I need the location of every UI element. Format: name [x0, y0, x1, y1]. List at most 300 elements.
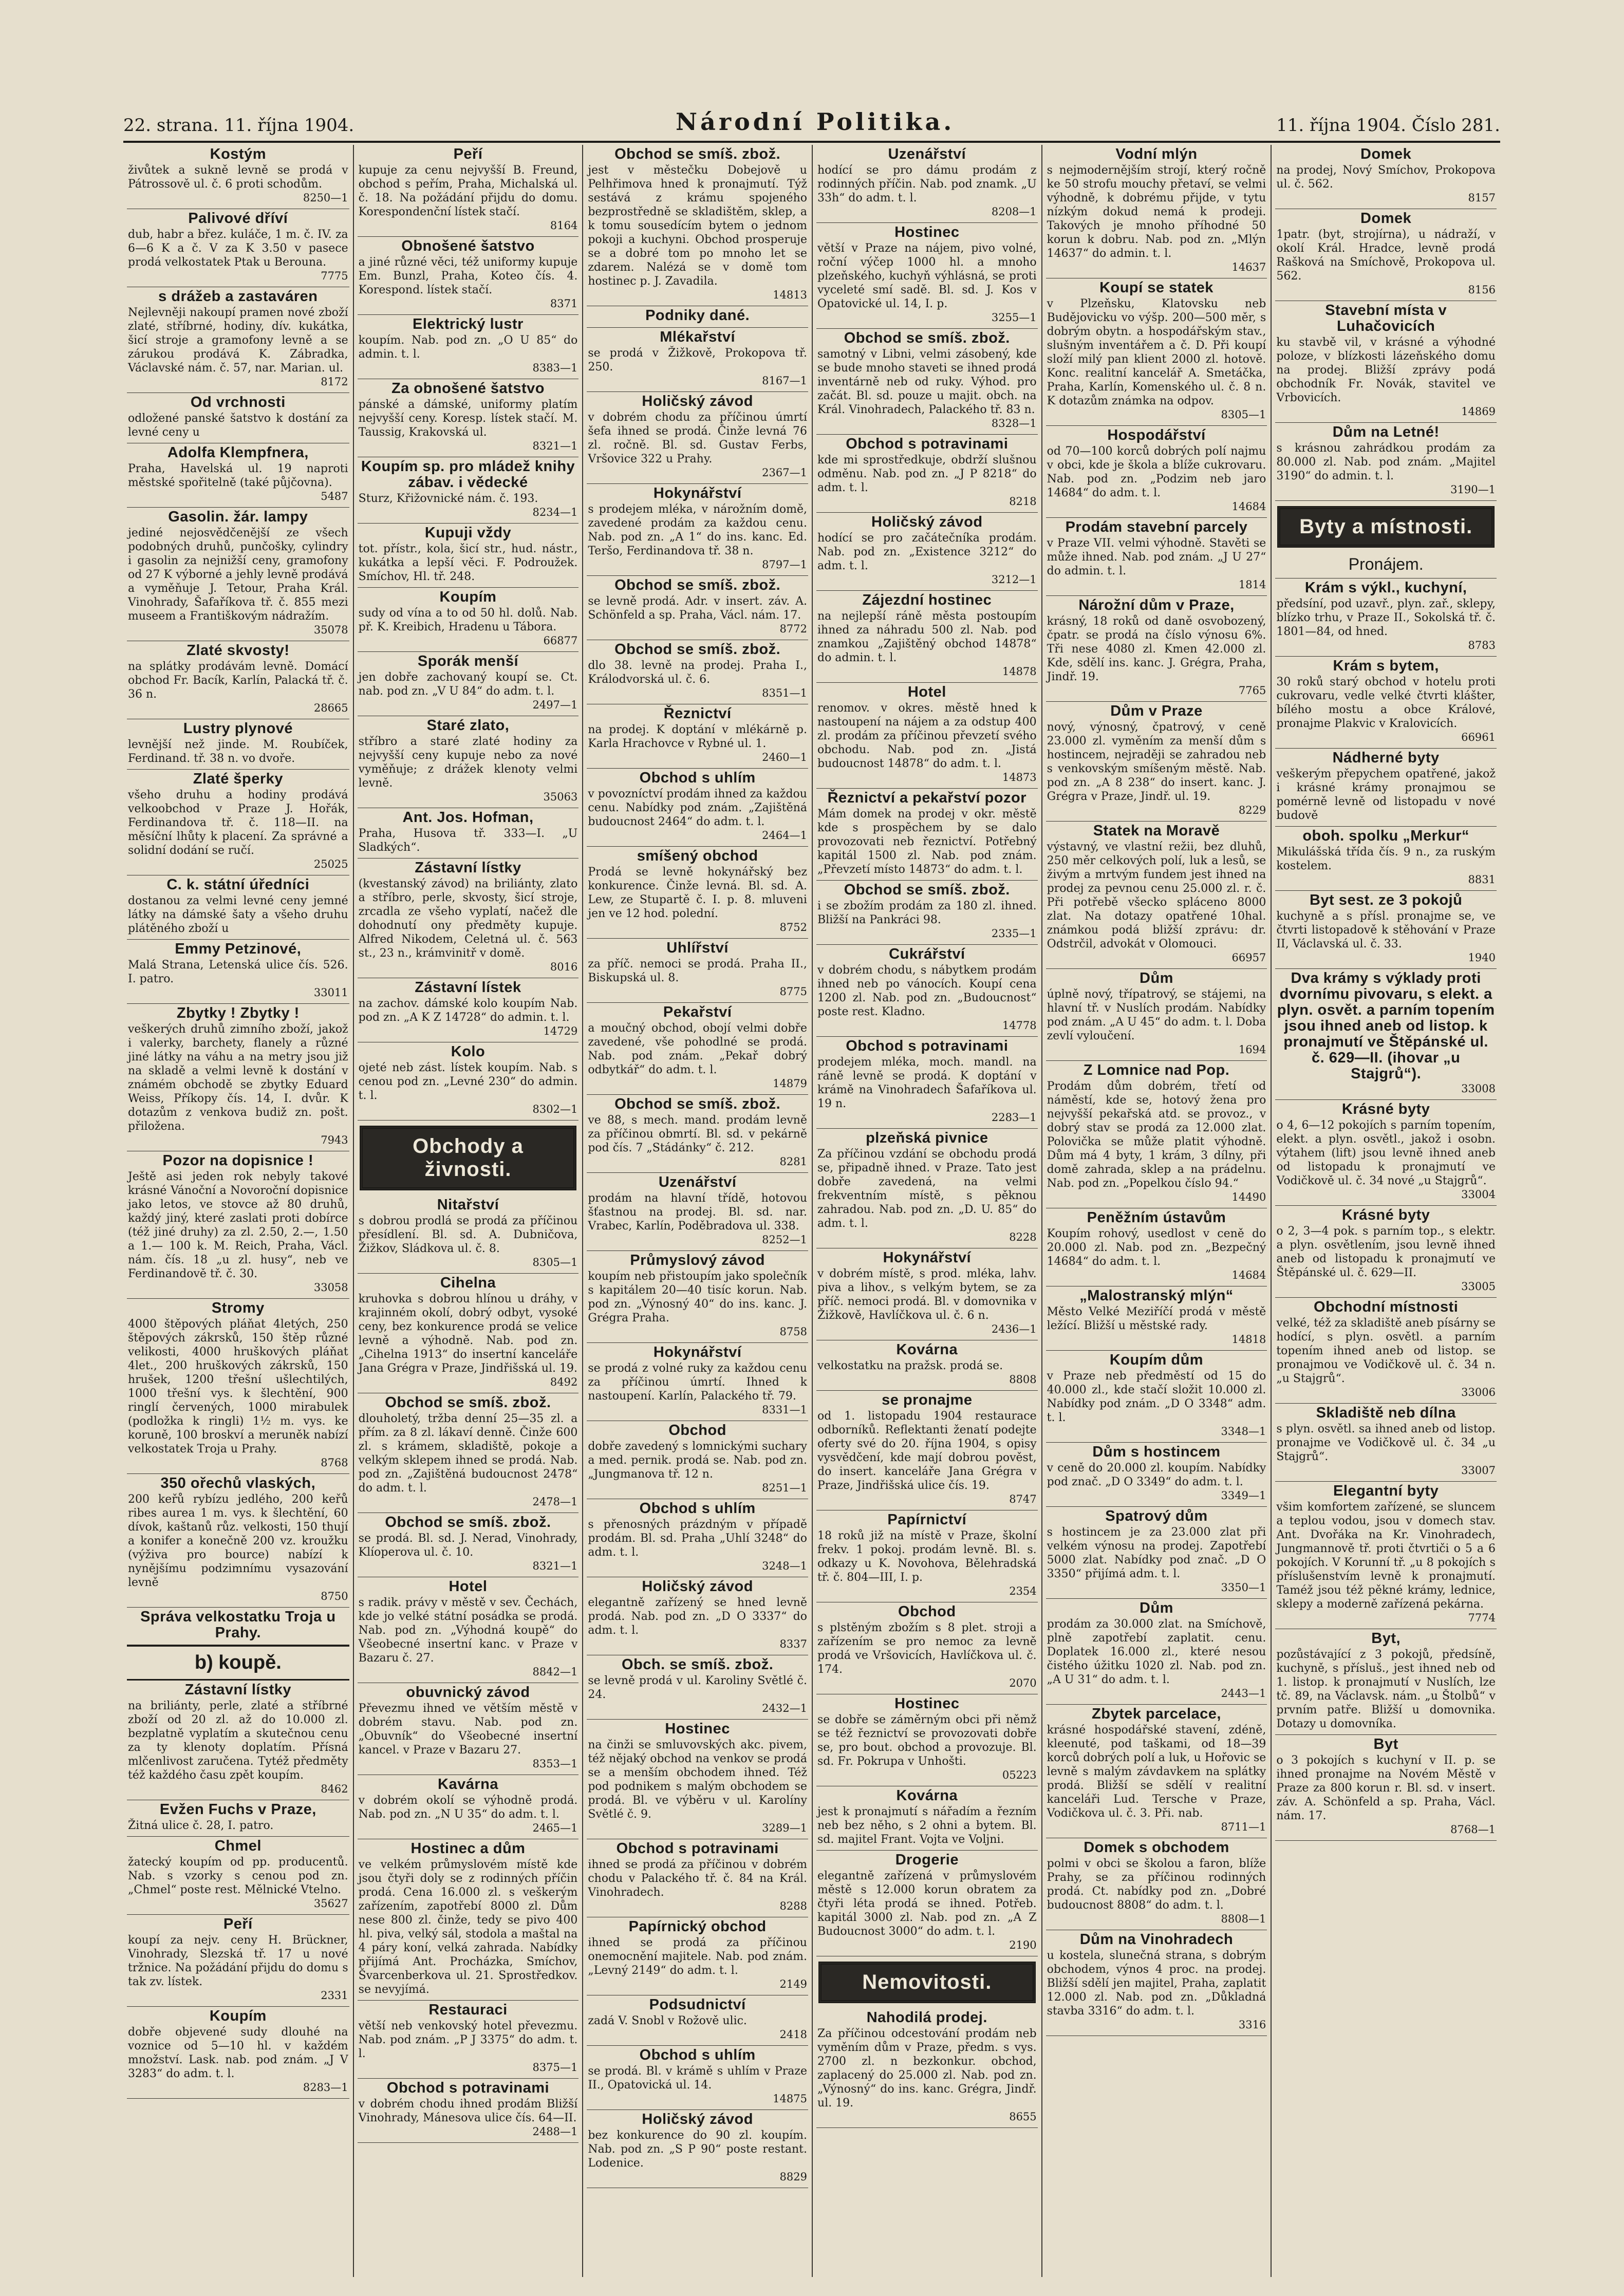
classified-ad — [1046, 969, 1267, 1061]
ad-headline: Koupím — [209, 2008, 267, 2024]
classified-ad — [1046, 1351, 1267, 1443]
ad-reference-number: 8772 — [779, 623, 807, 635]
ad-column — [812, 145, 1041, 2277]
ad-body: dobře objevené sudy dlouhé na voznice od 5—10 hl. v každém množství. Lask. nab. pod znám. „J V 3283“ do adm. t. l. — [128, 2026, 348, 2080]
ad-body: kuchyně a s přísl. pronajme se, ve čtvrti listopadově k stěhování v Praze II, Václavská ul. č. 33. — [1276, 910, 1496, 950]
ad-reference-number: 2354 — [1009, 1585, 1037, 1597]
ad-headline: Adolfa Klempfnera, — [167, 444, 309, 461]
ad-reference-number: 8157 — [1468, 192, 1496, 204]
classified-ad — [358, 1196, 579, 1274]
classified-ad — [1046, 1705, 1267, 1838]
classified-ad — [358, 1839, 579, 2001]
ad-headline: Koupím sp. pro mládež knihy zábav. i vědecké — [361, 458, 575, 491]
classified-ad — [587, 1577, 808, 1655]
ad-headline: Lustry plynové — [183, 720, 293, 737]
ad-body: v Praze VII. velmi výhodně. Stavěti se může ihned. Nab. pod znám. „J U 27“ do admin. t. l. — [1047, 537, 1266, 577]
ad-headline: Stavební místa v Luhačovicích — [1325, 302, 1447, 334]
ad-headline: Drogerie — [895, 1852, 959, 1868]
classified-ad — [587, 392, 808, 484]
ad-body: se prodá. Bl. sd. J. Nerad, Vinohrady, Klíoperova ul. č. 10. — [358, 1532, 578, 1559]
ad-headline: Dům — [1140, 970, 1173, 986]
ad-headline: Hokynářství — [653, 1344, 742, 1360]
ad-headline: Obchod se smíš. zbož. — [614, 641, 781, 658]
ad-reference-number: 14813 — [773, 289, 807, 301]
ad-body: Prodá se levně hokynářský bez konkurence. Činže levná. Bl. sd. A. Lew, ze Stupartě č. I. p. 8. mluveni jen ve 12 hod. polední. — [588, 866, 807, 920]
ad-reference-number: 2488—1 — [532, 2125, 578, 2138]
classified-ad — [1275, 657, 1497, 749]
classified-ad — [816, 1037, 1038, 1129]
ad-reference-number: 2149 — [779, 1978, 807, 1990]
classified-ad — [127, 641, 349, 719]
section-banner: Obchody a živnosti. — [360, 1126, 577, 1190]
ad-body: 30 roků starý obchod v hotelu proti cukrovaru, vedle velké čtvrti klášter, bílého mostu a obce Králové, pronajme Plakvic v Kralovicích. — [1276, 676, 1496, 730]
ad-headline: Obchod s potravinami — [616, 1840, 779, 1857]
ad-reference-number: 8164 — [550, 219, 578, 232]
ad-headline: Kovárna — [896, 1787, 958, 1804]
ad-body: jediné nejosvědčenější ze všech podobných druhů, punčošky, cylindry i gasolin za nejnižší ceny, gramofony od 27 K výborné a jehly levně prodává a vyměňuje J. Tetour, Praha Král. Vinohrady, Šafaříkova tř. č. 855 mezi museem a Františkovým nádražím. — [128, 527, 348, 623]
ad-headline: Byt, — [1371, 1630, 1401, 1647]
ad-reference-number: 8167—1 — [762, 375, 807, 387]
ad-body: jest k pronajmutí s nářadím a řezním neb bez něho, s 2 ohni a bytem. Bl. sd. majitel Frant. Vojta ve Voljni. — [817, 1805, 1037, 1846]
ad-headline: Obchod se smíš. zbož. — [844, 330, 1010, 346]
classified-ad — [1046, 426, 1267, 518]
classified-ad — [358, 1683, 579, 1775]
ad-headline: 350 ořechů vlaských, — [160, 1475, 316, 1491]
ad-headline: Byt — [1373, 1736, 1398, 1752]
ad-reference-number: 8156 — [1468, 284, 1496, 296]
ad-body: Převezmu ihned ve větším městě v dobrém stavu. Nab. pod zn. „Obuvník“ do Všeobecné insertní kancel. v Praze v Bazaru 27. — [358, 1702, 578, 1757]
classified-ad — [1046, 278, 1267, 426]
ad-body: v dobrém chodu, s nábytkem prodám ihned neb po vánocích. Koupí cena 1200 zl. Nab. pod zn. „Budoucnost“ poste rest. Kladno. — [817, 964, 1037, 1018]
classified-ad — [816, 591, 1038, 683]
ad-reference-number: 3289—1 — [762, 1822, 807, 1834]
classified-ad — [816, 329, 1038, 435]
ad-headline: Stromy — [211, 1300, 265, 1316]
ad-reference-number: 66961 — [1461, 731, 1496, 743]
ad-headline: Zástavní lístky — [415, 860, 521, 876]
ad-headline: Uhlířství — [666, 940, 729, 956]
ad-headline: Mlékařství — [660, 329, 736, 345]
ad-body: se prodá z volné ruky za každou cenu za příčinou úmrtí. Ihned k nastoupení. Karlín, Palackého tř. 79. — [588, 1362, 807, 1403]
ad-headline: Nádherné byty — [1332, 750, 1440, 766]
ad-reference-number: 3248—1 — [762, 1560, 807, 1572]
ad-body: ihned se prodá za příčinou onemocnění majitele. Nab. pod znám. „Levný 2149“ do adm. t. l. — [588, 1936, 807, 1977]
ad-body: kruhovka s dobrou hlínou u dráhy, v krajinném okolí, dobrý odbyt, vysoké ceny, bez konkurence prodá se velice levně a výhodně. Nab. pod zn. „Cihelna 1913“ do insertní kanceláře Jana Grégra v Praze, Jindřišská ul. 19. — [358, 1293, 578, 1375]
ad-body: tot. přístr., kola, šicí str., hud. nástr., kukátka a lepší věci. F. Podroužek. Smíchov, Hl. tř. 248. — [358, 543, 578, 583]
ad-reference-number: 8758 — [779, 1326, 807, 1338]
ad-headline: Obchod s potravinami — [846, 1038, 1009, 1054]
classified-ad — [587, 1995, 808, 2046]
ad-reference-number: 8492 — [550, 1376, 578, 1388]
ad-body: na zachov. dámské kolo koupím Nab. pod zn. „A K Z 14728“ do admin. t. l. — [358, 997, 578, 1024]
ad-reference-number: 8305—1 — [1221, 408, 1266, 421]
ad-reference-number: 8375—1 — [532, 2061, 578, 2074]
ad-headline: Domek — [1360, 146, 1412, 162]
ad-reference-number: 2335—1 — [991, 927, 1037, 940]
ad-headline: Krásné byty — [1341, 1101, 1430, 1117]
classified-ad — [816, 1510, 1038, 1602]
classified-ad — [127, 719, 349, 770]
ad-headline: Hostinec — [665, 1721, 730, 1737]
ad-headline: se pronajme — [882, 1392, 973, 1408]
ad-body: krásné hospodářské stavení, zdéně, kleenuté, pod taškami, od 18—39 korců dobrých polí a luk, u Hořovic se levně s malým závdavkem na splátky prodá. Bližší se sdělí v realitní kanceláři Lud. Tersche v Praze, Vodičkova ul. č. 3. Při. nab. — [1047, 1724, 1266, 1820]
classified-ad — [127, 1837, 349, 1915]
ad-reference-number: 7774 — [1468, 1612, 1496, 1624]
ad-headline: Uzenářství — [658, 1174, 737, 1190]
classified-ad — [587, 704, 808, 769]
ad-headline: Holičský závod — [642, 2111, 753, 2127]
ad-reference-number: 35627 — [313, 1897, 348, 1910]
ad-body: na briliánty, perle, zlaté a stříbrné zboží od 20 zl. až do 10.000 zl. bezplatně vyplatím a skutečnou cenu za ty klenoty doplatím. Přísná mlčenlivost zaručena. Tytéž předměty též každého času zpět koupím. — [128, 1700, 348, 1782]
ad-headline: Cukrářství — [889, 946, 965, 962]
ad-reference-number: 3316 — [1238, 2019, 1266, 2031]
ad-headline: Krám s výkl., kuchyní, — [1304, 580, 1467, 596]
ad-body: Za příčinou vzdání se obchodu prodá se, připadně ihned. v Praze. Tato jest dobře zavedená, na velmi frekventním místě, s pěknou zahradou. Nab. pod zn. „D. U. 85“ do adm. t. l. — [817, 1148, 1037, 1230]
ad-headline: s drážeb a zastaváren — [158, 288, 318, 305]
ad-body: větší v Praze na nájem, pivo volné, roční výčep 1000 hl. a mnoho plzeňského, kuchyň výhlásná, se proti vyceleté smí sadě. Bl. sd. J. Kos v Opatovické ul. 14, I. p. — [817, 242, 1037, 310]
ad-headline: Obchod se smíš. zbož. — [385, 1394, 551, 1411]
classified-ad — [358, 808, 579, 858]
ad-column — [123, 145, 353, 2277]
ad-headline: Obchod s uhlím — [639, 770, 756, 786]
ad-headline: Sporák menší — [417, 653, 519, 669]
classified-ad — [127, 443, 349, 508]
ad-headline: Elegantní byty — [1333, 1483, 1439, 1499]
classified-ad — [1046, 1838, 1267, 1930]
classified-ad — [1275, 1298, 1497, 1404]
ad-headline: Nitařství — [437, 1197, 499, 1213]
ad-body: (kvestanský závod) na briliánty, zlato a stříbro, perle, skvosty, šicí stroje, zrcadla ze všeho vyplatí, načež dle dohodnutí ony předměty kupuje. Alfred Nikodem, Celetná ul. č. 563 st., 23 n., krámvinitř v domě. — [358, 878, 578, 960]
ad-headline: Hostinec — [894, 1695, 960, 1712]
ad-headline: Holičský závod — [642, 1578, 753, 1595]
ad-body: se prodá. Bl. v krámě s uhlím v Praze II., Opatovická ul. 14. — [588, 2065, 807, 2092]
classified-ad — [358, 1393, 579, 1513]
ad-headline: Řeznictví — [663, 705, 732, 722]
section-banner: Nemovitosti. — [818, 1962, 1036, 2003]
ad-body: v povozníctví prodám ihned za každou cenu. Nabídky pod znám. „Zajištěná budoucnost 2464“ do adm. t. l. — [588, 788, 807, 828]
ad-body: s nejmodernějším strojí, který ročně ke 50 strofu mouchy přetaví, se velmi výhodně, k dobrému přijde, v tytu nízkým dokud nemá k prodeji. Takových je mnoho příhodné 50 korun k dobru. Nab. pod zn. „Mlýn 14637“ do admin. t. l. — [1047, 164, 1266, 260]
classified-ad — [1275, 578, 1497, 657]
ad-body: s prodejem mléka, v nárožním domě, zavedené prodám za každou cenu. Nab. pod zn. „A 1“ do ins. kanc. Ed. Teršo, Ferdinandova tř. 38 n. — [588, 503, 807, 557]
ad-reference-number: 8229 — [1238, 804, 1266, 816]
ad-body: Nejlevněji nakoupí pramen nové zboží zlaté, stříbrné, hodiny, dív. kukátka, šicí stroje a gramofony levně a se zárukou prodává K. Zábradka, Václavské nám. č. 57, nar. Marian. ul. — [128, 306, 348, 375]
classified-ad — [358, 2001, 579, 2079]
ad-headline: Za obnošené šatstvo — [391, 380, 545, 397]
ad-headline: Obchod s potravinami — [386, 2080, 550, 2096]
classified-ad — [127, 145, 349, 209]
classified-ad — [127, 940, 349, 1004]
classified-ad — [358, 1274, 579, 1393]
ad-reference-number: 8016 — [550, 961, 578, 973]
ad-headline: oboh. spolku „Merkur“ — [1302, 828, 1469, 844]
ad-reference-number: 14729 — [543, 1025, 578, 1037]
ad-headline: Řeznictví a pekařství pozor — [827, 790, 1027, 806]
classified-ad — [587, 1499, 808, 1577]
classified-ad — [127, 1915, 349, 2007]
ad-reference-number: 66877 — [543, 634, 578, 647]
ad-reference-number: 8383—1 — [532, 362, 578, 374]
ad-reference-number: 33058 — [313, 1281, 348, 1294]
classified-ad — [1275, 209, 1497, 301]
ad-reference-number: 2418 — [779, 2028, 807, 2041]
ad-headline: Domek — [1360, 210, 1412, 227]
classified-ad — [816, 789, 1038, 881]
ad-headline: Hostinec — [894, 224, 960, 240]
classified-ad — [587, 484, 808, 576]
ad-reference-number: 8302—1 — [532, 1103, 578, 1115]
ad-body: bez konkurence do 90 zl. koupím. Nab. pod zn. „S P 90“ poste restant. Lodenice. — [588, 2129, 807, 2170]
ad-body: s plstěným zbožím s 8 plet. stroji a zařízením se pro nemoc za levně prodá ve Vršovicích, Havlíčkova ul. č. 174. — [817, 1621, 1037, 1676]
classified-ad — [358, 716, 579, 808]
ad-reference-number: 14778 — [1002, 1019, 1037, 1032]
ad-body: na nejlepší ráně města postoupím ihned za náhradu 500 zl. Nab. pod znamkou „Zajištěný obchod 14878“ do admin. t. l. — [817, 610, 1037, 664]
ad-headline: Dům — [1140, 1600, 1173, 1616]
classified-ad — [127, 508, 349, 641]
ad-reference-number: 8252—1 — [762, 1234, 807, 1246]
ad-reference-number: 8768 — [321, 1457, 348, 1469]
ad-headline: Hokynářství — [653, 485, 742, 501]
ad-reference-number: 2367—1 — [762, 466, 807, 479]
ad-reference-number: 66957 — [1231, 951, 1266, 964]
ad-reference-number: 2497—1 — [532, 699, 578, 711]
ad-body: 4000 štěpových pláňat 4letých, 250 štěpových zákrsků, 150 štěp různé velikosti, 4000 hruškových pláňat 4let., 200 hruškových zákrsků, 150 hrušek, 1200 třešní ušlechtilých, 1000 třešní vys. k šlechtění, 900 ringlí červených, 1000 mirabulek (podložka k ringli) 1½ m. vys. ke koruně, 100 broskví a meruněk nabízí velkostatek Troja u Prahy. — [128, 1318, 348, 1455]
ad-reference-number: 25025 — [313, 858, 348, 870]
classified-ad — [358, 2079, 579, 2143]
ad-reference-number: 1940 — [1468, 951, 1496, 964]
ad-body: Praha, Havelská ul. 19 naproti městské spořitelně (také půjčovna). — [128, 462, 348, 489]
ad-reference-number: 33004 — [1461, 1188, 1496, 1201]
ad-headline: Dům na Letné! — [1332, 424, 1440, 440]
classified-ad — [127, 1681, 349, 1800]
ad-reference-number: 2478—1 — [532, 1496, 578, 1508]
classified-ad — [587, 1839, 808, 1917]
classified-ad — [358, 1775, 579, 1839]
ad-body: od 70—100 korců dobrých polí najmu v obci, kde je škola a blíže cukrovaru. Nab. pod zn. „Podzim neb jaro 14684“ do adm. t. l. — [1047, 445, 1266, 499]
classified-ad — [587, 328, 808, 392]
ad-reference-number: 8829 — [779, 2171, 807, 2183]
ad-body: i se zbožím prodám za 180 zl. ihned. Bližší na Pankráci 98. — [817, 900, 1037, 926]
ad-headline: Cihelna — [440, 1275, 496, 1291]
ad-reference-number: 8750 — [321, 1590, 348, 1602]
ad-headline: Palivové dříví — [188, 210, 288, 227]
ad-reference-number: 8768—1 — [1450, 1823, 1496, 1836]
ad-body: v dobrém chodu ihned prodám Bližší Vinohrady, Mánesova ulice čís. 64—II. — [358, 2098, 578, 2124]
ad-body: Mikulášská třída čís. 9 n., za ruským kostelem. — [1276, 846, 1496, 872]
classified-ad — [127, 287, 349, 393]
classified-ad — [1275, 1629, 1497, 1735]
ad-body: úplně nový, třípatrový, se stájemi, na hlavní tř. v Nuslích prodám. Nabídky pod znám. „A U 45“ do adm. t. l. Doba zevlí vyloučení. — [1047, 988, 1266, 1042]
ad-reference-number: 2436—1 — [991, 1323, 1037, 1335]
ad-body: dostanou za velmi levné ceny jemné látky na dámské šaty a všeho druhu plátěného zboží u — [128, 894, 348, 935]
classified-ad — [127, 1299, 349, 1474]
ad-body: živůtek a sukně levně se prodá v Pátrossově ul. č. 6 proti schodům. — [128, 164, 348, 191]
ad-body: Za příčinou odcestování prodám neb vyměním dům v Praze, předm. s vys. 2700 zl. n bezkonkur. obchod, zaplacený do 25.000 zl. Nab. pod zn. „Výnosný“ do ins. kanc. Grégra, Jindř. ul. 19. — [817, 2027, 1037, 2110]
ad-body: se prodá v Žižkově, Prokopova tř. 250. — [588, 347, 807, 374]
ad-body: s plyn. osvětl. sa ihned aneb od listop. pronajme ve Vodičkově ul. č. 34 „u Stajgrů“. — [1276, 1423, 1496, 1463]
ad-reference-number: 7765 — [1238, 684, 1266, 697]
ad-body: v Praze neb předměstí od 15 do 40.000 zl., kde stačí složit 10.000 zl. Nabídky pod znám. „D O 3348“ adm. t. l. — [1047, 1370, 1266, 1424]
ad-reference-number: 8250—1 — [303, 192, 348, 204]
classified-ad — [816, 2008, 1038, 2128]
ad-body: ve 88, s mech. mand. prodám levně za příčinou obmrtí. Bl. sd. v pekárně pod čís. 7 „Stádánky“ č. 212. — [588, 1114, 807, 1154]
ad-headline: Emmy Petzinové, — [175, 941, 302, 957]
ad-headline: Hostinec a dům — [410, 1840, 526, 1857]
classified-ad — [127, 875, 349, 940]
ad-headline: Od vrchnosti — [190, 394, 286, 410]
classified-ad — [127, 770, 349, 875]
ad-reference-number: 8353—1 — [532, 1758, 578, 1770]
ad-reference-number: 2283—1 — [991, 1111, 1037, 1124]
ad-headline: Hokynářství — [883, 1249, 972, 1266]
ad-body: krásný, 18 roků od daně osvobozený, čpatr. se prodá na číslo výnosu 6%. Tři nese 4080 zl. Kmen 42.000 zl. Kde, sdělí ins. kanc. J. Grégra, Praha, Jindř. 19. — [1047, 615, 1266, 683]
classified-ad — [358, 524, 579, 588]
ad-headline: Koupí se statek — [1099, 279, 1214, 296]
ad-headline: Gasolin. žár. lampy — [168, 509, 308, 525]
ad-headline: Kolo — [451, 1043, 486, 1060]
classified-ad — [358, 457, 579, 524]
classified-ad — [1275, 827, 1497, 891]
ad-body: Mám domek na prodej v okr. městě kde s prospěchem by se dalo provozovati neb řeznictví. Potřebný kapitál 1500 zl. Nab. pod znám. „Převzetí místo 14873“ do adm. t. l. — [817, 808, 1037, 876]
ad-headline: Pozor na dopisnice ! — [162, 1152, 314, 1169]
ad-body: 18 roků již na místě v Praze, školní frekv. 1 pokoj. prodám levně. Bl. s. odkazy u K. Novohova, Bělehradská tř. č. 804—III, I. p. — [817, 1529, 1037, 1584]
ad-body: s přenosných prázdným v případě prodám. Bl. sd. Praha „Uhlí 3248“ do adm. t. l. — [588, 1518, 807, 1559]
ad-body: na prodej. K doptání v mlékárně p. Karla Hrachovce v Rybné ul. 1. — [588, 723, 807, 750]
ad-reference-number: 14818 — [1231, 1333, 1266, 1346]
ad-body: od 1. listopadu 1904 restaurace odborníků. Reflektanti ženatí podejte oferty své do 20. října 1904, s opisy vysvědčení, kde mají dobrou pověst, do insert. kanceláře Jana Grégra v Praze, Jindřišská ulice čís. 19. — [817, 1410, 1037, 1492]
ad-reference-number: 3255—1 — [991, 311, 1037, 324]
ad-reference-number: 33006 — [1461, 1386, 1496, 1398]
classified-ad — [1275, 1206, 1497, 1298]
ad-headline: Zástavní lístky — [184, 1682, 292, 1698]
ad-headline: Zbytky ! Zbytky ! — [176, 1005, 300, 1021]
ad-body: v dobrém chodu za příčinou úmrtí šefa ihned se prodá. Činže levná 76 zl. ročně. Bl. sd. Gustav Ferbs, Vršovice 322 u Prahy. — [588, 411, 807, 465]
classified-ad — [816, 1248, 1038, 1340]
ad-reference-number: 8251—1 — [762, 1482, 807, 1494]
classified-ad — [358, 315, 579, 379]
ad-body: se levně prodá v ul. Karoliny Světlé č. 24. — [588, 1674, 807, 1701]
ad-reference-number: 33007 — [1461, 1464, 1496, 1477]
classified-ad — [358, 379, 579, 457]
classified-ad — [587, 1421, 808, 1499]
classified-ad — [1046, 702, 1267, 822]
ad-reference-number: 1694 — [1238, 1043, 1266, 1056]
ad-body: v dobrém místě, s prod. mléka, lahv. piva a lihov., s velkým bytem, se za příč. nemoci prodá. Bl. v domovnika v Žižkově, Havlíčkova ul. č. 6 n. — [817, 1267, 1037, 1322]
ad-reference-number: 1814 — [1238, 578, 1266, 591]
ad-body: a jiné různé věci, též uniformy kupuje Em. Bunzl, Praha, Koteo čís. 4. Korespond. lístek stačí. — [358, 256, 578, 296]
ad-reference-number: 8328—1 — [991, 417, 1037, 430]
classified-ad — [816, 683, 1038, 789]
ad-body: všeho druhu a hodiny prodává velkoobchod v Praze J. Hořák, Ferdinandova tř. č. 118—II. na měsíční lhůty k placení. Za správné a solidní dodání se ručí. — [128, 789, 348, 857]
classified-ad — [127, 1608, 349, 1645]
classified-ad — [1046, 1599, 1267, 1705]
ad-reference-number: 8281 — [779, 1155, 807, 1168]
ad-body: stříbro a staré zlaté hodiny za nejvyšší ceny kupuje nebo za nové vyměňuje; z drážek klenoty velmi levně. — [358, 735, 578, 790]
ad-reference-number: 2465—1 — [532, 1822, 578, 1834]
classified-ad — [1046, 1286, 1267, 1351]
classified-ad — [1275, 423, 1497, 501]
ad-headline: Nahodilá prodej. — [866, 2009, 987, 2026]
classified-ad — [816, 1129, 1038, 1248]
ad-headline: Skladiště neb dílna — [1316, 1405, 1456, 1421]
ad-body: předsíní, pod uzavř., plyn. zař., sklepy, blízko trhu, v Praze II., Sokolská tř. č. 1801—84, od hned. — [1276, 598, 1496, 638]
ad-headline: Dva krámy s výklady proti dvornímu pivovaru, s elekt. a plyn. osvět. a parním topením jsou ihned aneb od listop. k pronajmutí ve Štěpánské ul. č. 629—II. (ihovar „u Stajgrů“). — [1277, 970, 1495, 1082]
ad-headline: Obnošené šatstvo — [401, 238, 535, 254]
ad-headline: Zástavní lístek — [415, 979, 521, 996]
ad-reference-number: 8172 — [321, 376, 348, 388]
ad-body: Sturz, Křižovnické nám. č. 193. — [358, 492, 538, 505]
classified-ad — [587, 939, 808, 1003]
classified-ad — [587, 769, 808, 847]
ad-reference-number: 8305—1 — [532, 1256, 578, 1268]
ad-body: ojeté neb zást. lístek koupím. Nab. s cenou pod zn. „Levné 230“ do admin. t. l. — [358, 1061, 578, 1102]
ad-headline: Peří — [453, 146, 483, 162]
classified-ad — [587, 2046, 808, 2110]
ad-body: veškerým přepychem opatřené, jakož i krásné krámy pronajmou se pomérně levně od listopadu v nové budově — [1276, 768, 1496, 822]
ad-headline: obuvnický závod — [406, 1684, 530, 1701]
ad-reference-number: 35078 — [313, 624, 348, 636]
ad-body: sudy od vína a to od 50 hl. dolů. Nab. př. K. Kreibich, Hradenu u Tábora. — [358, 607, 578, 633]
classified-ad — [587, 1720, 808, 1839]
ad-headline: C. k. státní úředníci — [166, 876, 310, 893]
classified-ad — [1046, 518, 1267, 596]
ad-body: Prodám dům dobrém, třetí od náměstí, kde se, hotový žena pro nejvyšší pekařská atd. se provoz., v dobrý stav se prodá za 12.000 zlat. Polovička se může platit výhodně. Dům má 4 byty, 1 krám, 3 dílny, při domě zahrada, sklep a na prádelnu. Nab. pod zn. „Popelkou číslo 94.“ — [1047, 1080, 1266, 1190]
ad-headline: Správa velkostatku Troja u Prahy. — [140, 1609, 336, 1641]
classified-ad — [358, 1577, 579, 1683]
ad-headline: Zlaté skvosty! — [186, 642, 290, 659]
ad-body: v ceně do 20.000 zl. koupím. Nabídky pod znač. „D O 3349“ do adm. t. l. — [1047, 1462, 1266, 1488]
ad-column — [1271, 145, 1500, 2277]
classified-ad — [587, 1251, 808, 1343]
ad-reference-number: 14490 — [1231, 1191, 1266, 1203]
ad-body: větší neb venkovský hotel převezmu. Nab. pod znám. „P J 3375“ do adm. t. l. — [358, 2020, 578, 2060]
classified-ad — [358, 652, 579, 716]
ad-body: pánské a dámské, uniformy platím nejvyšší ceny. Koresp. lístek stačí. M. Taussig, Krakovská ul. — [358, 398, 578, 439]
ad-headline: Obchod s uhlím — [639, 1500, 756, 1517]
ad-headline: Kovárna — [896, 1341, 958, 1358]
ad-body: s hostincem je za 23.000 zlat při velkém výnosu na prodej. Zapotřebí 5000 zlat. Nabídky pod znač. „D O 3350“ přijímá adm. t. l. — [1047, 1526, 1266, 1580]
classified-ad — [127, 1800, 349, 1837]
classified-ad — [587, 2110, 808, 2188]
ad-reference-number: 33005 — [1461, 1280, 1496, 1293]
ad-body: o 4, 6—12 pokojích s parním topením, elekt. a plyn. osvětl., jakož i osobn. výtahem (lift) jsou levně ihned aneb od listopadu k pronajmutí ve Vodičkově ul. č. 34 nové „u Stajgrů“. — [1276, 1119, 1496, 1187]
ad-headline: Podniky dané. — [645, 307, 750, 324]
ad-headline: Peněžním ústavům — [1087, 1209, 1226, 1226]
ad-reference-number: 8321—1 — [532, 1560, 578, 1572]
ad-headline: Obchod se smíš. zbož. — [614, 1096, 781, 1112]
classified-ad — [358, 237, 579, 315]
classified-ad — [1275, 1404, 1497, 1482]
ad-headline: Obchodní místnosti — [1314, 1299, 1459, 1315]
ad-body: velkostatku na pražsk. prodá se. — [817, 1359, 1003, 1372]
ad-headline: Podsudnictví — [649, 1996, 746, 2013]
ad-body: o 3 pokojích s kuchyní v II. p. se ihned pronajme na Novém Městě v Praze za 800 korun r. Bl. sd. v insert. záv. A. Schönfeld a sp. Praha, Václ. nám. 17. — [1276, 1754, 1496, 1822]
ad-reference-number: 14684 — [1231, 500, 1266, 513]
classified-ad — [358, 1513, 579, 1577]
ad-body: Praha, Husova tř. 333—I. „U Sladkých“. — [358, 827, 578, 854]
classified-ad — [1275, 1735, 1497, 1841]
classified-ad — [127, 1474, 349, 1608]
classified-ad — [1046, 1443, 1267, 1507]
classified-ad — [816, 1602, 1038, 1694]
ad-reference-number: 8842—1 — [532, 1666, 578, 1678]
ad-body: v dobrém okolí se výhodně prodá. Nab. pod zn. „N U 35“ do adm. t. l. — [358, 1794, 578, 1821]
classified-ad — [816, 1340, 1038, 1391]
ad-reference-number: 05223 — [1002, 1769, 1037, 1781]
ad-headline: Papírnictví — [887, 1511, 967, 1528]
ad-body: koupím. Nab. pod zn. „O U 85“ do admin. t. l. — [358, 334, 578, 361]
ad-reference-number: 8831 — [1468, 873, 1496, 886]
ad-reference-number: 2464—1 — [762, 829, 807, 842]
